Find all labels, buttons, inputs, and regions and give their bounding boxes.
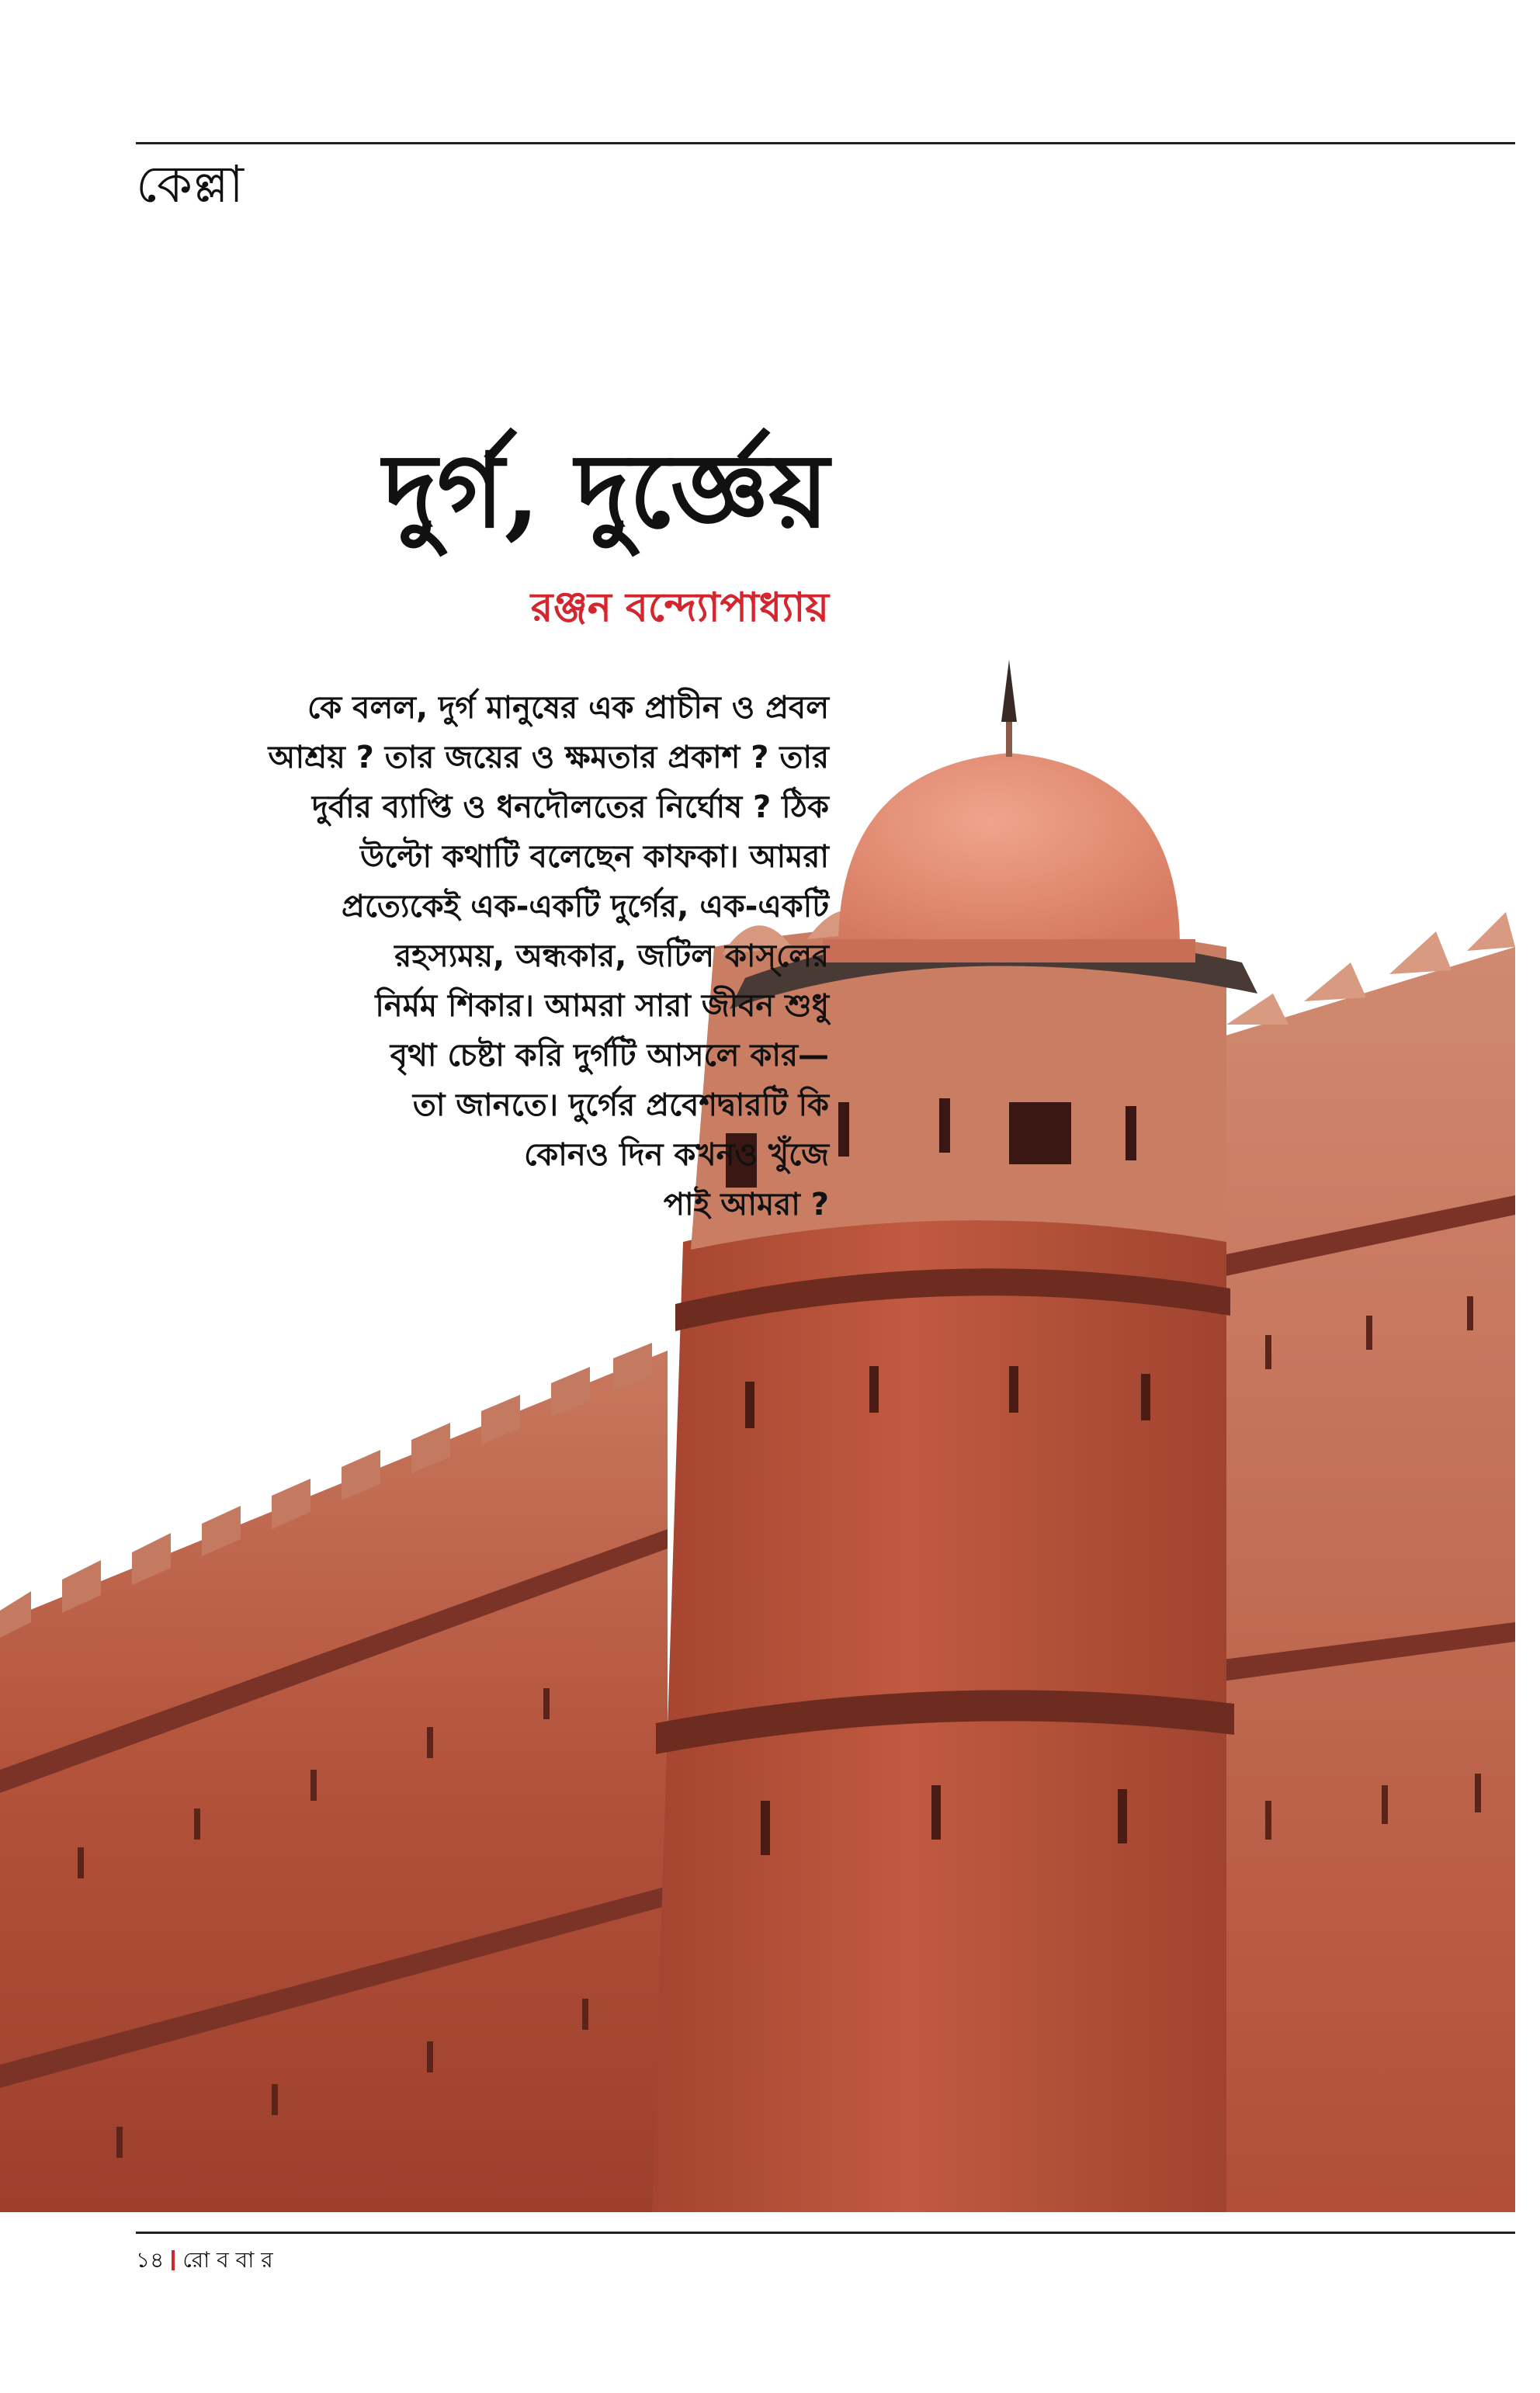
bottom-rule — [136, 2232, 1515, 2234]
publication-name: রো ব বা র — [182, 2247, 273, 2273]
top-rule — [136, 142, 1515, 144]
intro-line: পাই আমরা ? — [663, 1187, 829, 1223]
intro-line: কে বলল, দুর্গ মানুষের এক প্রাচীন ও প্রবল — [307, 690, 829, 726]
intro-line: বৃথা চেষ্টা করি দুর্গটি আসলে কার— — [390, 1038, 829, 1073]
intro-line: কোনও দিন কখনও খুঁজে — [524, 1137, 829, 1173]
article-intro — [53, 683, 829, 1229]
intro-line: নির্মম শিকার। আমরা সারা জীবন শুধু — [375, 988, 829, 1024]
intro-line: তা জানতে। দুর্গের প্রবেশদ্বারটি কি — [412, 1087, 829, 1123]
intro-line: উল্টো কথাটি বলেছেন কাফকা। আমরা — [360, 839, 829, 875]
page-number: ১৪ — [136, 2247, 165, 2273]
intro-line: রহস্যময়, অন্ধকার, জটিল কাস্‌লের — [394, 938, 829, 974]
folio-separator — [172, 2250, 175, 2270]
article-title: দুর্গ, দুর্জ্ঞেয় — [383, 431, 829, 551]
section-label: কেল্লা — [136, 154, 245, 214]
intro-line: আশ্রয় ? তার জয়ের ও ক্ষমতার প্রকাশ ? তার — [268, 740, 829, 775]
page-folio — [136, 2247, 273, 2273]
intro-line: প্রত্যেকেই এক-একটি দুর্গের, এক-একটি — [341, 889, 829, 924]
article-author: রঞ্জন বন্দ্যোপাধ্যায় — [530, 584, 829, 631]
intro-line: দুর্বার ব্যাপ্তি ও ধনদৌলতের নির্ঘোষ ? ঠিক — [311, 789, 829, 825]
